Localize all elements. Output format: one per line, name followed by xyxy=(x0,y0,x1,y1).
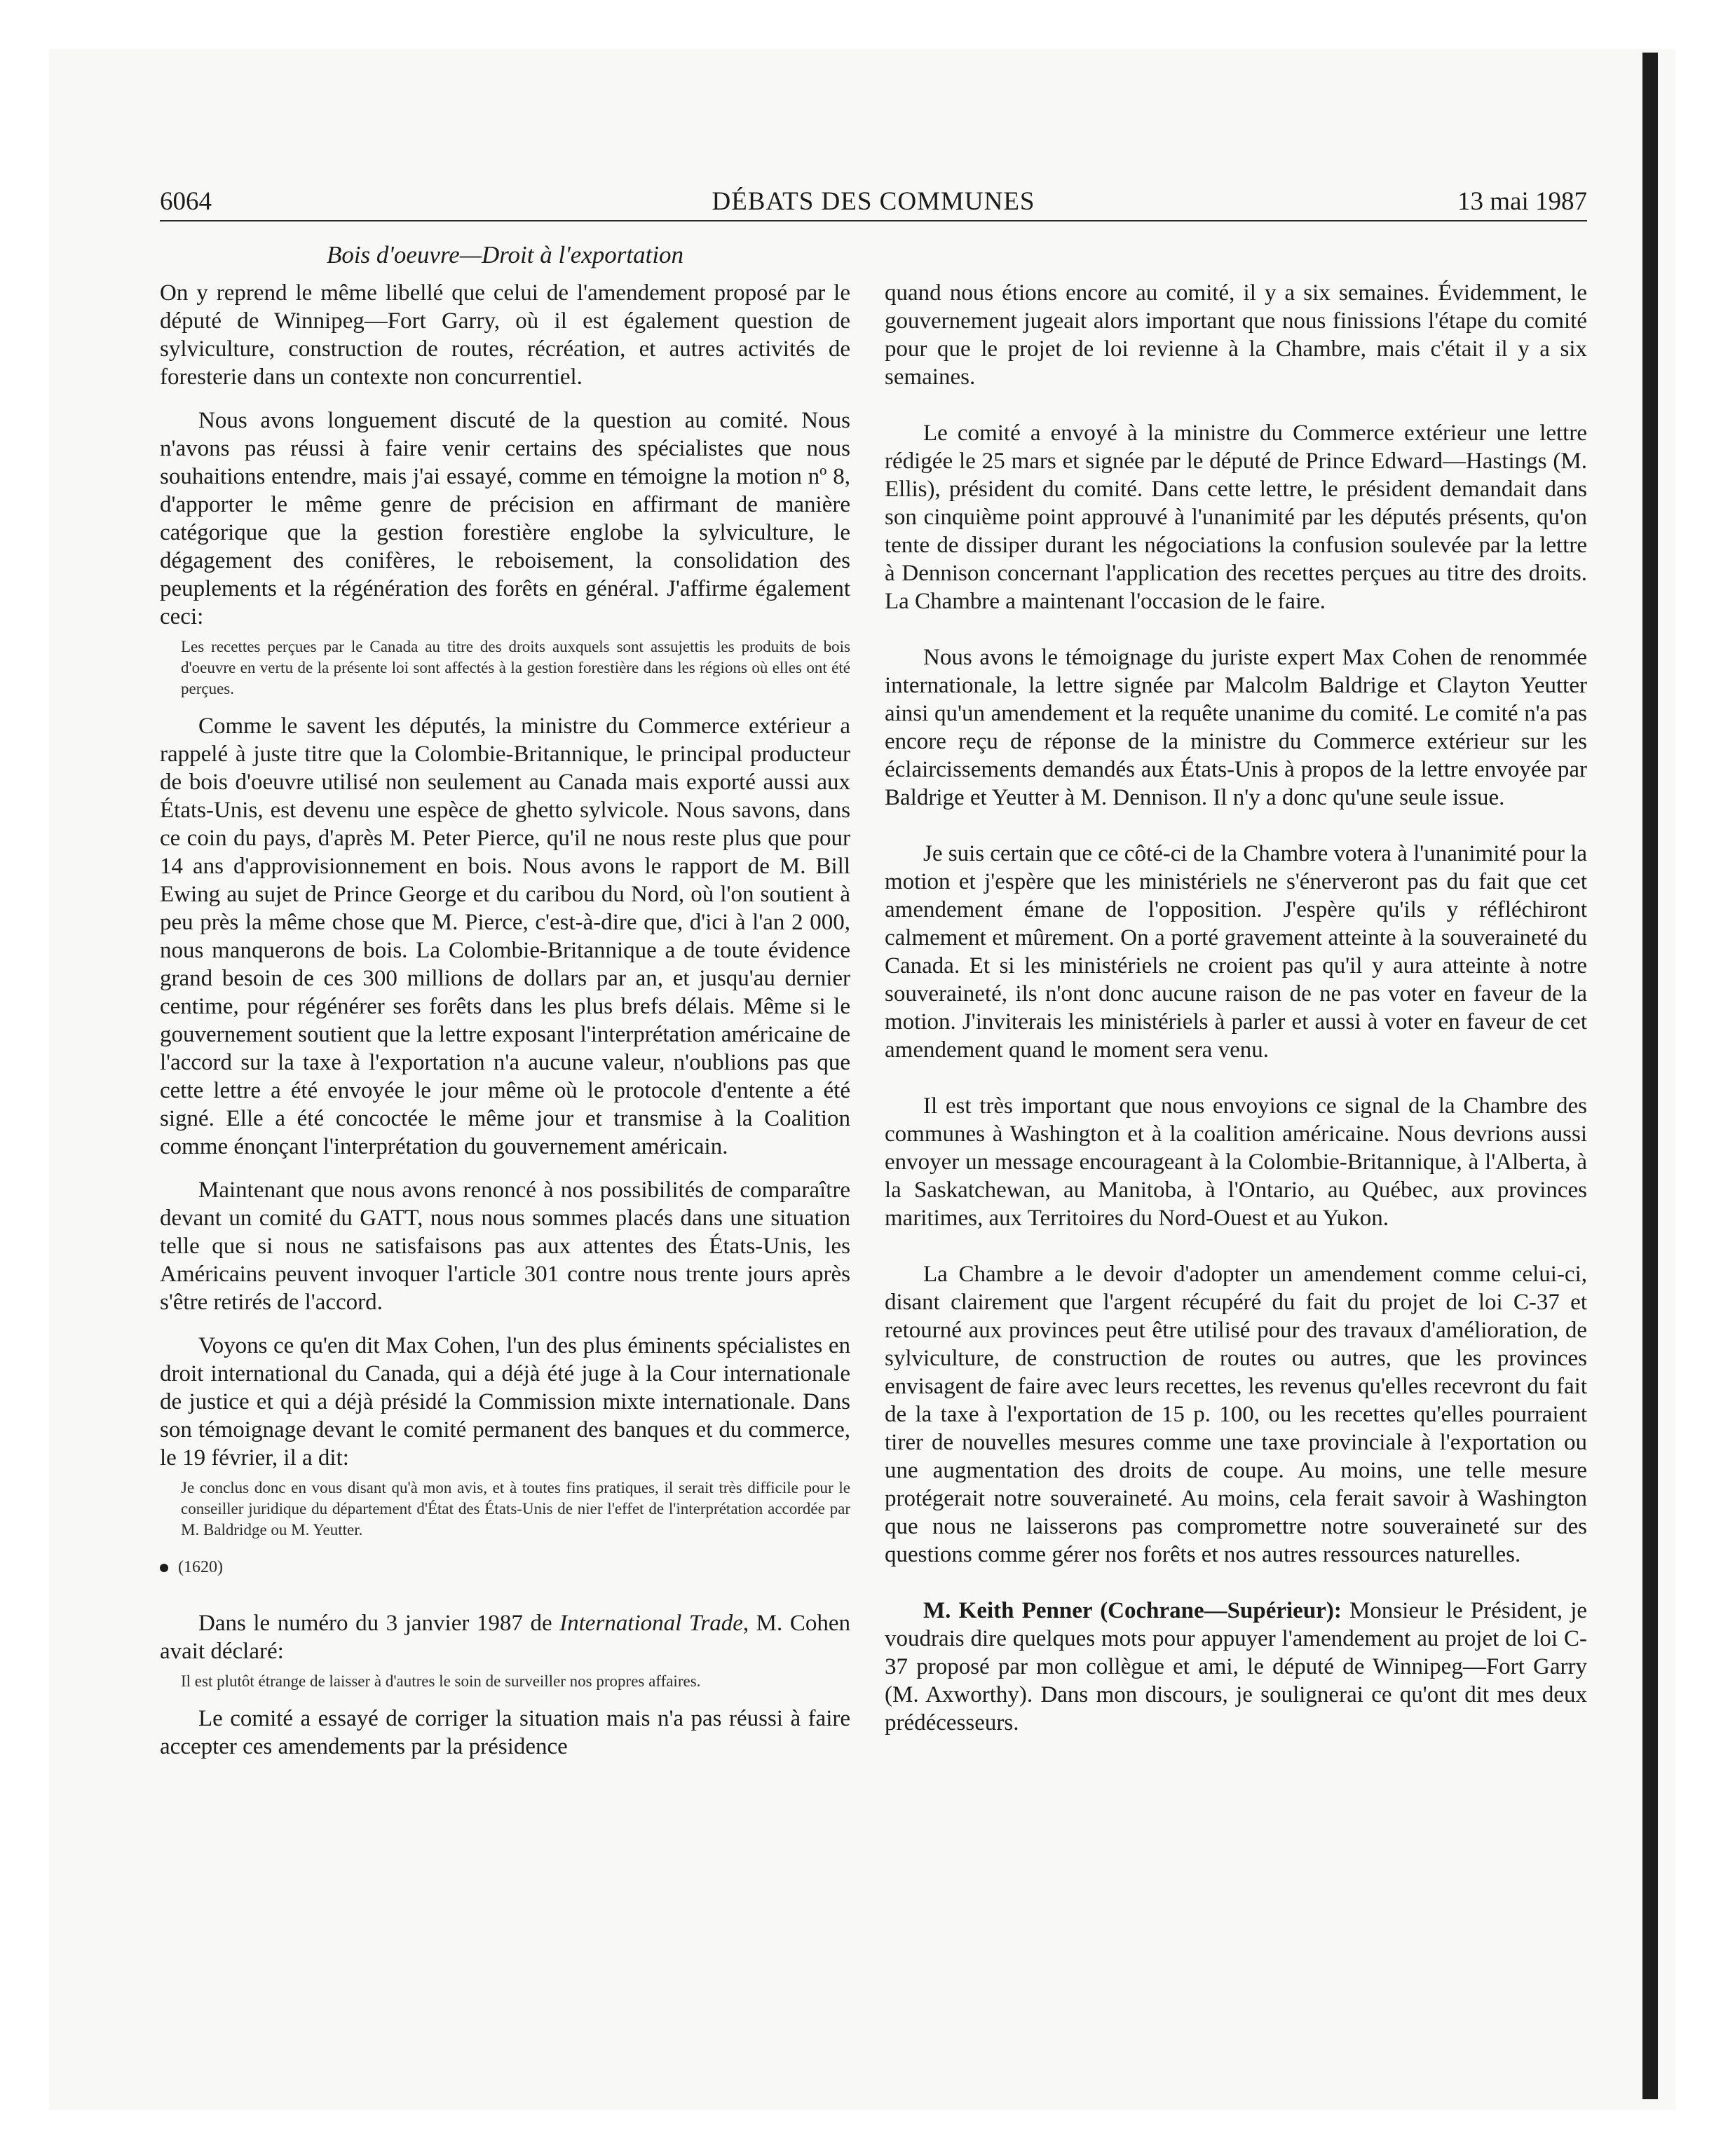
paragraph xyxy=(160,1609,850,1665)
topic-heading: Bois d'oeuvre—Droit à l'exportation xyxy=(326,241,684,268)
paragraph: Nous avons le témoignage du juriste expert Max Cohen de renommée internationale, la lettre signée par Malcolm Baldrige et Clayton Yeutter ainsi qu'un amendement et la requête unanime du comité. Le comité n'a pas encore reçu de réponse de la ministre du Commerce extérieur sur les éclaircissements demandés aux États-Unis à propos de la lettre envoyée par Baldrige et Yeutter à M. Dennison. Il n'y a donc qu'une seule issue. xyxy=(885,645,1587,810)
time-marker-text: (1620) xyxy=(178,1558,223,1576)
paragraph: On y reprend le même libellé que celui de l'amendement proposé par le député de Winnipeg—Fort Garry, où il est également question de sylviculture, construction de routes, récréation, et autres activités de foresterie dans un contexte non concurrentiel. xyxy=(160,280,850,390)
paragraph: Le comité a essayé de corriger la situation mais n'a pas réussi à faire accepter ces amendements par la présidence xyxy=(160,1706,850,1759)
scan-edge-bar xyxy=(1642,53,1658,2099)
paragraph-text: Monsieur le Président, je voudrais dire quelques mots pour appuyer l'amendement au projet de loi C-37 proposé par mon collègue et ami, le député de Winnipeg—Fort Garry (M. Axworthy). Dans mon discours, je soulignerai ce qu'ont dit mes deux prédécesseurs. xyxy=(885,1598,1588,1735)
paragraph-text: , M. Cohen avait déclaré: xyxy=(160,1611,850,1664)
page-header xyxy=(160,184,1587,221)
paragraph: Voyons ce qu'en dit Max Cohen, l'un des plus éminents spécialistes en droit international du Canada, qui a déjà été juge à la Cour internationale de justice et qui a déjà présidé la Commission mixte internationale. Dans son témoignage devant le comité permanent des banques et du commerce, le 19 février, il a dit: xyxy=(160,1333,850,1471)
paragraph: Maintenant que nous avons renoncé à nos possibilités de comparaître devant un comité du GATT, nous nous sommes placés dans une situation telle que si nous ne satisfaisons pas aux attentes des États-Unis, les Américains peuvent invoquer l'article 301 contre nous trente jours après s'être retirés de l'accord. xyxy=(160,1178,850,1315)
issue-date: 13 mai 1987 xyxy=(1457,187,1587,216)
quote-text: Les recettes perçues par le Canada au titre des droits auxquels sont assujettis les produits de bois d'oeuvre en vertu de la présente loi sont affectés à la gestion forestière dans les régions où elles ont été perçues. xyxy=(181,638,850,697)
time-marker xyxy=(160,1556,850,1578)
block-quote xyxy=(160,1671,850,1692)
paragraph: Nous avons longuement discuté de la question au comité. Nous n'avons pas réussi à faire venir certains des spécialistes que nous souhaitions entendre, mais j'ai essayé, comme en témoigne la motion nº 8, d'apporter le même genre de précision en affirmant de manière catégorique que la gestion forestière englobe la sylviculture, le dégagement des conifères, le reboisement, la consolidation des peuplements et la régénération des forêts en général. J'affirme également ceci: xyxy=(160,408,850,629)
quote-text: Il est plutôt étrange de laisser à d'autres le soin de surveiller nos propres affaires. xyxy=(181,1672,701,1690)
paragraph: La Chambre a le devoir d'adopter un amendement comme celui-ci, disant clairement que l'argent récupéré du fait du projet de loi C-37 et retourné aux provinces peut être utilisé pour des travaux d'amélioration, de sylviculture, de construction de routes ou autres, que les provinces envisagent de faire avec leurs recettes, les revenus qu'elles recevront du fait de la taxe à l'exportation de 15 p. 100, ou les recettes qu'elles pourraient tirer de nouvelles mesures comme une taxe provinciale à l'exportation ou une augmentation des droits de coupe. Au moins, une telle mesure protégerait notre souveraineté. Au moins, cela ferait savoir à Washington que nous ne laisserons pas compromettre notre souveraineté sur des questions comme gérer nos forêts et nos autres ressources naturelles. xyxy=(885,1262,1587,1567)
paragraph-text: Dans le numéro du 3 janvier 1987 de xyxy=(198,1611,560,1636)
right-column xyxy=(885,279,1587,1737)
paragraph xyxy=(885,1597,1587,1737)
paragraph: quand nous étions encore au comité, il y a six semaines. Évidemment, le gouvernement jugeait alors important que nous finissions l'étape du comité pour que le projet de loi revienne à la Chambre, mais c'était il y a six semaines. xyxy=(885,280,1587,390)
bullet-icon xyxy=(160,1564,168,1572)
block-quote xyxy=(160,1478,850,1541)
left-column xyxy=(160,241,850,1761)
journal-title: DÉBATS DES COMMUNES xyxy=(712,187,1035,216)
block-quote xyxy=(160,636,850,700)
speaker-name: M. Keith Penner (Cochrane—Supérieur): xyxy=(923,1598,1342,1623)
quote-text: Je conclus donc en vous disant qu'à mon avis, et à toutes fins pratiques, il serait très difficile pour le conseiller juridique du département d'État des États-Unis de nier l'effet de l'interprétation accordée par M. Baldridge ou M. Yeutter. xyxy=(181,1479,850,1538)
page-number: 6064 xyxy=(160,187,212,216)
publication-title: International Trade xyxy=(559,1611,743,1636)
paragraph: Je suis certain que ce côté-ci de la Chambre votera à l'unanimité pour la motion et j'espère que les ministériels ne s'énerveront pas du fait que cet amendement émane de l'opposition. J'espère qu'ils y réfléchiront calmement et mûrement. On a porté gravement atteinte à la souveraineté du Canada. Et si les ministériels ne croient pas qu'il y aura atteinte à notre souveraineté, ils n'ont donc aucune raison de ne pas voter en faveur de la motion. J'inviterais les ministériels à parler et aussi à voter en faveur de cet amendement quand le moment sera venu. xyxy=(885,841,1587,1063)
paragraph: Comme le savent les députés, la ministre du Commerce extérieur a rappelé à juste titre que la Colombie-Britannique, le principal producteur de bois d'oeuvre utilisé non seulement au Canada mais exporté aussi aux États-Unis, est devenu une espèce de ghetto sylvicole. Nous savons, dans ce coin du pays, d'après M. Peter Pierce, qu'il ne nous reste plus que pour 14 ans d'approvisionnement en bois. Nous avons le rapport de M. Bill Ewing au sujet de Prince George et du caribou du Nord, où l'on soutient à peu près la même chose que M. Pierce, c'est-à-dire que, d'ici à l'an 2 000, nous manquerons de bois. La Colombie-Britannique a de toute évidence grand besoin de ces 300 millions de dollars par an, et jusqu'au dernier centime, pour régénérer ses forêts dans les plus brefs délais. Même si le gouvernement soutient que la lettre exposant l'interprétation américaine de l'accord sur la taxe à l'exportation n'a aucune valeur, n'oublions pas que cette lettre a été envoyée le jour même où le protocole d'entente a été signé. Elle a été concoctée le même jour et transmise à la Coalition comme énonçant l'interprétation du gouvernement américain. xyxy=(160,714,850,1159)
paragraph: Le comité a envoyé à la ministre du Commerce extérieur une lettre rédigée le 25 mars et signée par le député de Prince Edward—Hastings (M. Ellis), président du comité. Dans cette lettre, le président demandait dans son cinquième point approuvé à l'unanimité par les députés présents, qu'on tente de dissiper durant les négociations la confusion soulevée par la lettre à Dennison concernant l'application des recettes perçues au titre des droits. La Chambre a maintenant l'occasion de le faire. xyxy=(885,421,1587,614)
paragraph: Il est très important que nous envoyions ce signal de la Chambre des communes à Washington et à la coalition américaine. Nous devrions aussi envoyer un message encourageant à la Colombie-Britannique, à l'Alberta, à la Saskatchewan, au Manitoba, à l'Ontario, au Québec, aux provinces maritimes, aux Territoires du Nord-Ouest et au Yukon. xyxy=(885,1093,1587,1231)
